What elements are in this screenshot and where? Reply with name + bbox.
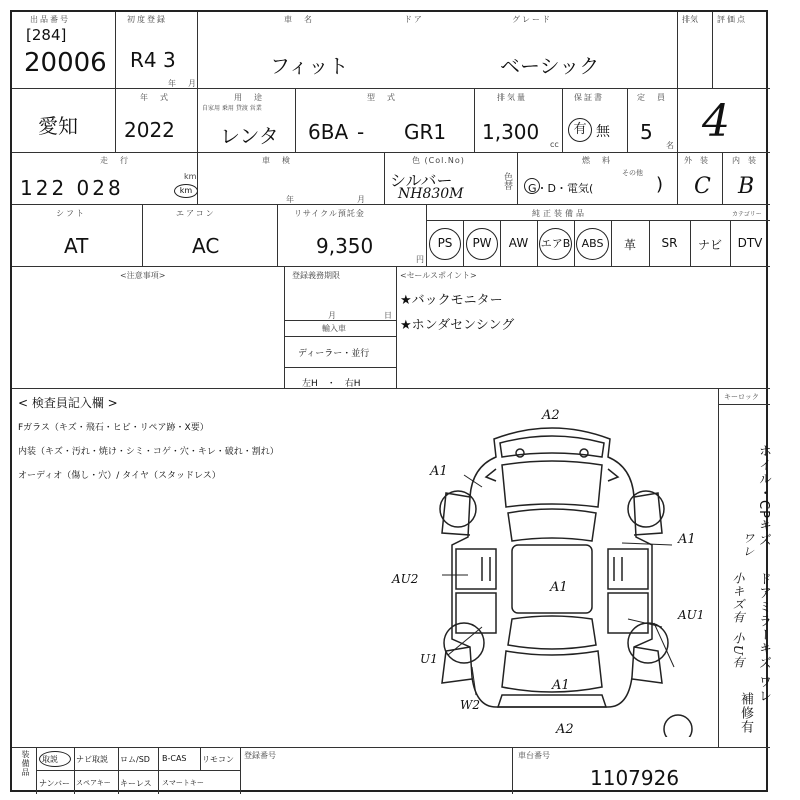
shift: AT <box>64 234 89 258</box>
caution-label: <注意事項> <box>120 271 166 280</box>
km-circle: km <box>174 184 198 198</box>
equip-navi: ナビ <box>697 238 722 252</box>
first-reg: R4 3 <box>130 48 176 72</box>
reg-month: 月 <box>328 311 336 320</box>
lot-label: 出品番号 <box>30 15 70 24</box>
equip-dtv: DTV <box>737 236 763 250</box>
int-label: 内 装 <box>732 156 756 165</box>
lot-number: 20006 <box>24 48 107 78</box>
side-note-1: ホイル・CPキズ <box>756 444 771 547</box>
side-note-3: ドアミラーキズ ワレ <box>756 572 771 704</box>
grade: ベーシック <box>500 54 600 78</box>
footer-item-rom: ロム/SD <box>120 755 150 764</box>
ac: AC <box>192 234 220 258</box>
type-dash: - <box>357 120 365 144</box>
mileage: 122 028 <box>20 176 124 200</box>
sales-point-2: ★ホンダセンシング <box>400 318 515 333</box>
equip-pw: PW <box>466 228 498 260</box>
mark-a1-right: A1 <box>678 532 696 547</box>
recycle-label: リサイクル預託金 <box>294 209 365 218</box>
footer-item-smart-key: スマートキー <box>162 779 204 787</box>
mark-w2-left: W2 <box>460 698 480 712</box>
side-note-4: 小キズ有 <box>731 572 745 624</box>
usage-sub: 自家用 乗用 貸渡 営業 <box>202 105 262 112</box>
equip-abs: ABS <box>576 228 609 260</box>
usage-label: 用 途 <box>234 93 264 102</box>
usage: レンタ <box>220 124 279 148</box>
km-unit: km <box>184 172 197 181</box>
lot-sub: [284] <box>26 26 67 44</box>
inspection-line3: オーディオ（傷し・穴）/ タイヤ（スタッドレス） <box>18 471 221 481</box>
type-prefix: 6BA <box>308 120 349 144</box>
reg-deadline-label: 登録義務期限 <box>292 271 340 280</box>
fuel-label: 燃 料 <box>582 156 612 165</box>
footer-item-bcas: B-CAS <box>162 754 187 763</box>
door-label: ドア <box>404 15 424 24</box>
color-side: 色替 <box>502 172 512 190</box>
capacity: 5 <box>640 120 653 144</box>
mark-a1-bottom: A1 <box>552 678 570 693</box>
capacity-label: 定 員 <box>637 93 667 102</box>
type-label: 型 式 <box>367 93 397 102</box>
steer-side: 左H ・ 右H <box>302 379 361 389</box>
auction-sheet <box>10 10 771 792</box>
side-note-6: 補修有 <box>738 692 753 734</box>
side-note-5: 小U有 <box>731 632 745 670</box>
region: 愛知 <box>38 114 78 138</box>
equip-label: 純正装備品 <box>532 209 587 218</box>
ext-label: 外 装 <box>684 156 708 165</box>
category-label: カテゴリー <box>732 211 762 218</box>
inspection-label: < 検査員記入欄 > <box>18 396 118 410</box>
import-label: 輸入車 <box>322 324 346 333</box>
first-reg-label: 初度登録 <box>127 15 167 24</box>
mark-a1-left: A1 <box>430 464 448 479</box>
grade-label: グレード <box>512 15 552 24</box>
yen-unit: 円 <box>416 255 424 264</box>
footer-item-remote: リモコン <box>202 755 234 764</box>
mark-au2-left: AU2 <box>392 572 419 586</box>
int: B <box>738 174 755 199</box>
mark-u1-left: U1 <box>420 652 438 666</box>
score-label: 評価点 <box>717 15 747 24</box>
model-year-label: 年 式 <box>140 93 170 102</box>
fuel-options: G・D・電気( <box>528 182 594 195</box>
mark-au1-right: AU1 <box>678 608 705 622</box>
footer-item-keyless: キーレス <box>120 779 152 788</box>
shift-label: シフト <box>56 209 86 218</box>
warranty-label: 保証書 <box>574 93 604 102</box>
equip-leather: 革 <box>623 238 636 252</box>
side-note-2: ワレ <box>741 532 755 558</box>
ac-label: エアコン <box>176 209 216 218</box>
model-year: 2022 <box>124 118 175 142</box>
inspection-line2: 内装（キズ・汚れ・焼け・シミ・コゲ・穴・キレ・破れ・割れ） <box>18 447 279 457</box>
model-name: フィット <box>270 54 349 78</box>
recycle: 9,350 <box>316 234 374 258</box>
footer-item-navi-manual: ナビ取説 <box>76 755 108 764</box>
type-code: GR1 <box>404 120 447 144</box>
footer-item-spare-key: スペアキー <box>76 779 111 787</box>
mileage-label: 走 行 <box>100 156 130 165</box>
ext: C <box>694 174 711 199</box>
mark-a1-center: A1 <box>550 580 568 595</box>
mark-a2-bottom: A2 <box>556 722 574 737</box>
warranty-no: 無 <box>596 124 610 140</box>
fuel-close: ) <box>656 174 664 195</box>
equip-ps: PS <box>429 228 461 260</box>
fuel-other: その他 <box>622 169 643 177</box>
warranty-yes-circle: 有 <box>568 118 592 142</box>
cc-unit: cc <box>550 140 559 149</box>
mark-a2-top: A2 <box>542 408 560 423</box>
chassis-label: 車台番号 <box>518 751 550 760</box>
year-unit: 年 <box>168 79 176 88</box>
footer-equip-label: 装備品 <box>21 750 30 777</box>
color-label: 色 (Col.No) <box>412 156 465 165</box>
displacement-label: 排気量 <box>497 93 527 102</box>
inspection-year: 年 <box>286 195 294 204</box>
footer-item-manual: 取説 <box>42 755 58 764</box>
person-unit: 名 <box>666 141 674 150</box>
sales-point-1: ★バックモニター <box>400 293 503 308</box>
key-lock-label: キーロック <box>724 393 759 401</box>
inspection-month: 月 <box>357 195 365 204</box>
month-unit: 月 <box>188 79 196 88</box>
chassis-number: 1107926 <box>590 766 680 790</box>
shift-small-label: 排気 <box>682 15 698 24</box>
inspection-label: 車 検 <box>262 156 292 165</box>
reg-day: 日 <box>384 311 392 320</box>
inspection-line1: Fガラス（キズ・飛石・ヒビ・リペア跡・X要） <box>18 423 209 433</box>
equip-airbag: エアB <box>539 228 572 260</box>
color: シルバー <box>390 171 453 190</box>
model-name-label: 車 名 <box>284 15 314 24</box>
sales-label: <セールスポイント> <box>400 271 477 280</box>
equip-sr: SR <box>661 236 678 250</box>
footer-item-plate: ナンバー <box>39 779 71 788</box>
equip-aw: AW <box>508 236 529 250</box>
color-code: NH830M <box>398 186 464 202</box>
displacement: 1,300 <box>482 120 540 144</box>
score: 4 <box>702 96 730 147</box>
import-type: ディーラー・並行 <box>298 349 370 359</box>
reg-number-label: 登録番号 <box>244 751 276 760</box>
